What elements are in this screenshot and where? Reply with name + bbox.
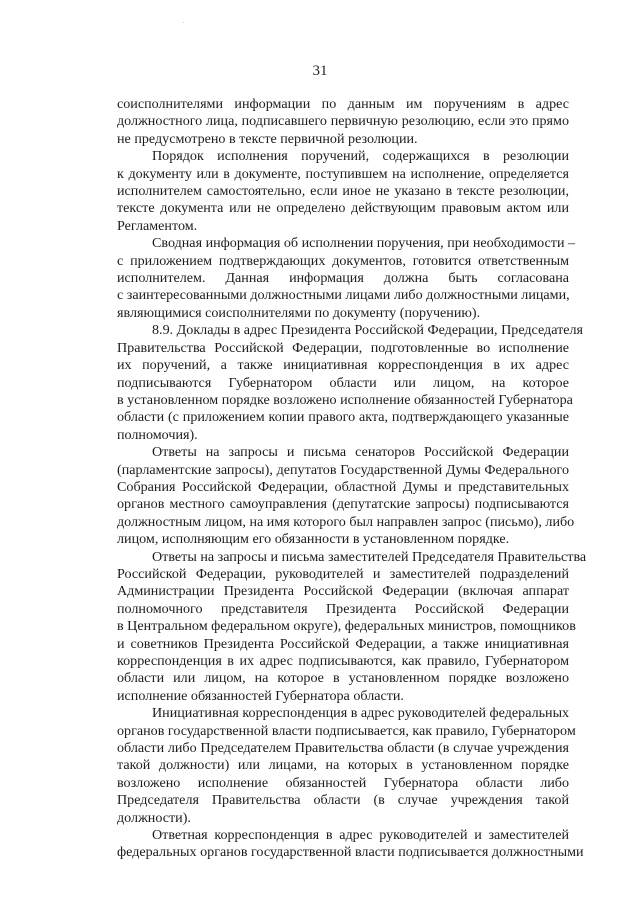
text-line: корреспонденция в их адрес подписываются, как правило, Губернатором xyxy=(117,653,569,669)
text-line: в установленном порядке возложено исполнение обязанностей Губернатора xyxy=(117,391,573,408)
page-number: 31 xyxy=(312,63,328,79)
text-line: (парламентские запросы), депутатов Государственной Думы Федерального xyxy=(117,461,569,478)
text-line: полномочного представителя Президента Российской Федерации xyxy=(117,600,569,617)
text-line: исполнение обязанностей Губернатора области. xyxy=(117,687,404,704)
paragraph xyxy=(117,148,569,235)
paragraph xyxy=(117,96,569,148)
text-line: Инициативная корреспонденция в адрес руководителей федеральных xyxy=(152,705,570,722)
paragraph xyxy=(117,705,576,827)
text-line: органов государственной власти подписывается, как правило, Губернатором xyxy=(117,722,576,739)
text-line: с приложением подтверждающих документов, готовится ответственным xyxy=(117,252,569,269)
paragraph xyxy=(117,827,584,862)
text-line: тексте документа или не определено действующим правовым актом или xyxy=(117,200,569,217)
text-line: Порядок исполнения поручений, содержащихся в резолюции xyxy=(152,148,569,165)
paragraph xyxy=(117,322,584,444)
text-line: должностного лица, подписавшего первичную резолюцию, если это прямо xyxy=(117,113,569,130)
document-body xyxy=(117,96,587,862)
text-line: области либо Председателем Правительства области (в случае учреждения xyxy=(117,740,569,757)
text-line: не предусмотрено в тексте первичной резолюции. xyxy=(117,130,418,147)
text-line: Ответы на запросы и письма заместителей Председателя Правительства xyxy=(152,548,587,565)
paragraph xyxy=(117,548,587,706)
text-line: подписываются Губернатором области или лицом, на которое xyxy=(117,374,569,391)
text-line: соисполнителями информации по данным им поручениям в адрес xyxy=(117,96,569,112)
text-line: органов местного самоуправления (депутатские запросы) подписываются xyxy=(117,496,569,513)
text-line: такой должности) или лицами, на которых в установленном порядке xyxy=(117,757,569,774)
text-line: Российской Федерации, руководителей и заместителей подразделений xyxy=(117,565,569,582)
text-line: области (с приложением копии правого акта, подтверждающего указанные xyxy=(117,409,569,426)
text-line: Ответная корреспонденция в адрес руководителей и заместителей xyxy=(152,827,569,844)
text-line: Собрания Российской Федерации, областной Думы и представительных xyxy=(117,478,569,495)
text-line: в Центральном федеральном округе), федеральных министров, помощников xyxy=(117,618,576,635)
text-line: должности). xyxy=(117,809,191,826)
text-line: Администрации Президента Российской Федерации (включая аппарат xyxy=(117,583,569,600)
text-line: с заинтересованными должностными лицами либо должностными лицами, xyxy=(117,287,570,304)
text-line: являющимися соисполнителями по документу (поручению). xyxy=(117,304,481,321)
text-line: исполнителем самостоятельно, если иное не указано в тексте резолюции, xyxy=(117,183,569,200)
text-line: их поручений, а также инициативная корреспонденция в их адрес xyxy=(117,357,569,374)
text-line: Сводная информация об исполнении поручения, при необходимости – xyxy=(152,235,576,252)
paragraph xyxy=(117,235,576,322)
text-line: федеральных органов государственной власти подписывается должностными xyxy=(117,844,584,861)
text-line: Правительства Российской Федерации, подготовленные во исполнение xyxy=(117,339,569,356)
text-line: Председателя Правительства области (в случае учреждения такой xyxy=(117,792,569,809)
text-line: Регламентом. xyxy=(117,217,198,234)
text-line: к документу или в документе, поступившем на исполнение, определяется xyxy=(117,165,569,182)
paragraph xyxy=(117,444,575,548)
text-line: исполнителем. Данная информация должна быть согласована xyxy=(117,270,569,287)
text-line: лицом, исполняющим его обязанности в установленном порядке. xyxy=(117,531,510,548)
text-line: Ответы на запросы и письма сенаторов Российской Федерации xyxy=(152,444,569,461)
scan-artifact xyxy=(183,22,184,23)
text-line: 8.9. Доклады в адрес Президента Российской Федерации, Председателя xyxy=(152,322,584,339)
text-line: и советников Президента Российской Федерации, а также инициативная xyxy=(117,635,569,652)
text-line: должностным лицом, на имя которого был направлен запрос (письмо), либо xyxy=(117,513,575,530)
text-line: полномочия). xyxy=(117,426,198,443)
text-line: возложено исполнение обязанностей Губернатора области либо xyxy=(117,774,569,791)
text-line: области или лицом, на которое в установленном порядке возложено xyxy=(117,670,569,687)
